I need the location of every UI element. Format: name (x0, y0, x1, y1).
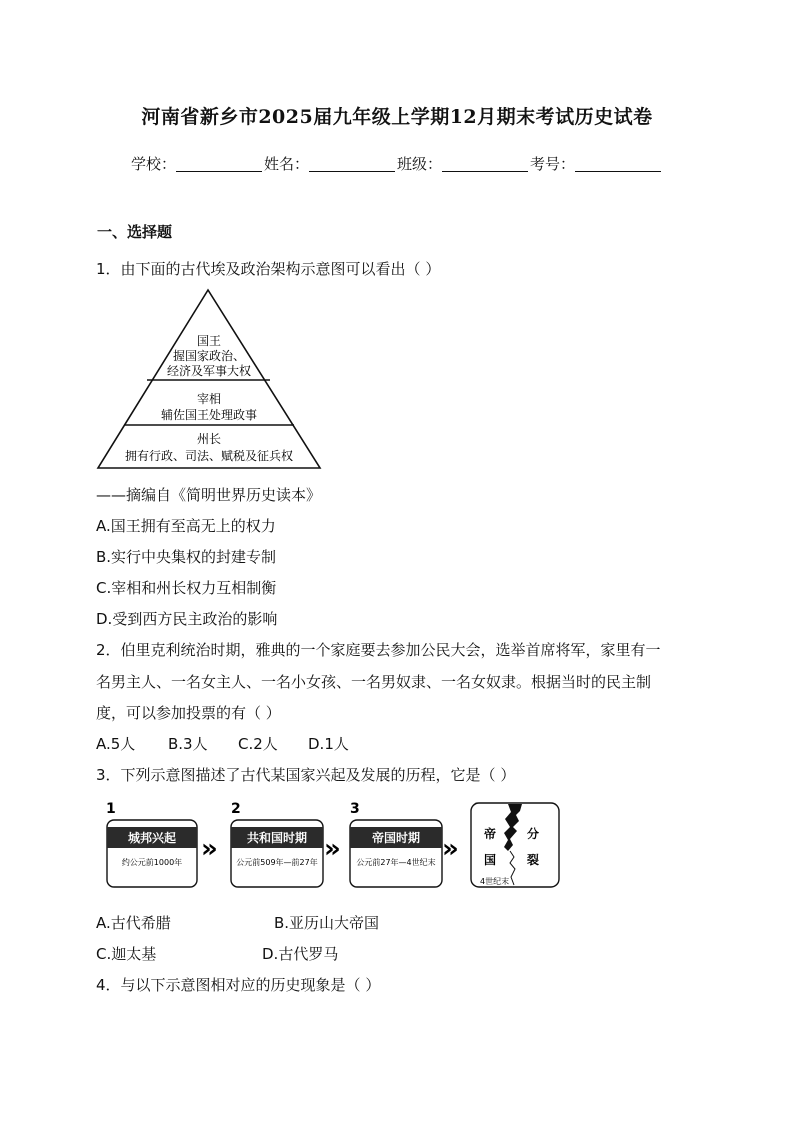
stage-4-date: 4世纪末 (480, 877, 510, 886)
q2-option-a[interactable]: A.5人 (96, 735, 136, 753)
q2-option-c[interactable]: C.2人 (238, 735, 278, 753)
q3-option-d[interactable]: D.古代罗马 (262, 945, 339, 963)
name-blank[interactable] (309, 157, 395, 172)
pyramid-top-2: 握国家政治、 (172, 349, 246, 363)
q1-option-b[interactable]: B.实行中央集权的封建专制 (96, 548, 277, 566)
stage-1-date: 约公元前1000年 (121, 858, 183, 867)
q2-stem-line-2: 名男主人、一名女主人、一名小女孩、一名男奴隶、一名女奴隶。根据当时的民主制 (96, 673, 652, 691)
chevron-right-icon: » (201, 834, 218, 864)
stage-1-label: 城邦兴起 (127, 831, 177, 845)
stage-4-right-1: 分 (526, 827, 540, 841)
q3-options-row-1 (96, 912, 379, 933)
pyramid-diagram (96, 288, 326, 472)
q1-option-d[interactable]: D.受到西方民主政治的影响 (96, 610, 278, 628)
stage-2-date: 公元前509年—前27年 (236, 858, 318, 867)
q2-options (96, 733, 349, 754)
class-blank[interactable] (442, 157, 528, 172)
pyramid-mid-1: 宰相 (196, 392, 222, 406)
school-blank[interactable] (176, 157, 262, 172)
q4-stem: 4．与以下示意图相对应的历史现象是（ ） (96, 976, 381, 994)
pyramid-mid-2: 辅佐国王处理政事 (160, 408, 258, 422)
pyramid-top-3: 经济及军事大权 (166, 364, 252, 378)
student-info-row (0, 153, 794, 174)
q1-stem: 1．由下面的古代埃及政治架构示意图可以看出（ ） (96, 260, 441, 278)
q1-option-a[interactable]: A.国王拥有至高无上的权力 (96, 517, 276, 535)
stage-1-number: 1 (106, 801, 116, 817)
pyramid-bot-1: 州长 (196, 432, 222, 446)
stage-3-number: 3 (350, 801, 360, 817)
pyramid-bot-2: 拥有行政、司法、赋税及征兵权 (124, 449, 294, 463)
stage-2-label: 共和国时期 (246, 831, 308, 845)
stage-2-number: 2 (231, 801, 241, 817)
q2-stem-line-1: 2．伯里克利统治时期，雅典的一个家庭要去参加公民大会，选举首席将军，家里有一 (96, 641, 661, 659)
section-heading: 一、选择题 (97, 223, 173, 241)
stage-3-date: 公元前27年—4世纪末 (356, 858, 436, 867)
q3-option-a[interactable]: A.古代希腊 (96, 914, 171, 932)
q2-option-d[interactable]: D.1人 (308, 735, 349, 753)
number-blank[interactable] (575, 157, 661, 172)
exam-title: 河南省新乡市2025届九年级上学期12月期末考试历史试卷 (141, 106, 653, 128)
q1-option-c[interactable]: C.宰相和州长权力互相制衡 (96, 579, 277, 597)
q2-option-b[interactable]: B.3人 (168, 735, 208, 753)
stage-4-left-1: 帝 (483, 827, 497, 841)
q1-source: ——摘编自《简明世界历史读本》 (96, 486, 322, 504)
q3-stem: 3．下列示意图描述了古代某国家兴起及发展的历程，它是（ ） (96, 766, 516, 784)
pyramid-top-1: 国王 (196, 334, 222, 348)
rome-timeline-diagram (100, 797, 565, 893)
number-label: 考号： (530, 155, 576, 173)
stage-3-label: 帝国时期 (371, 831, 421, 845)
q3-option-c[interactable]: C.迦太基 (96, 945, 157, 963)
class-label: 班级： (397, 155, 443, 173)
name-label: 姓名： (263, 155, 309, 173)
q3-option-b[interactable]: B.亚历山大帝国 (274, 914, 380, 932)
q2-stem-line-3: 度，可以参加投票的有（ ） (96, 704, 281, 722)
stage-4-left-2: 国 (483, 853, 497, 867)
chevron-right-icon: » (324, 834, 341, 864)
chevron-right-icon: » (442, 834, 459, 864)
stage-4-right-2: 裂 (526, 853, 540, 867)
school-label: 学校： (130, 155, 176, 173)
q3-options-row-2 (96, 943, 338, 964)
